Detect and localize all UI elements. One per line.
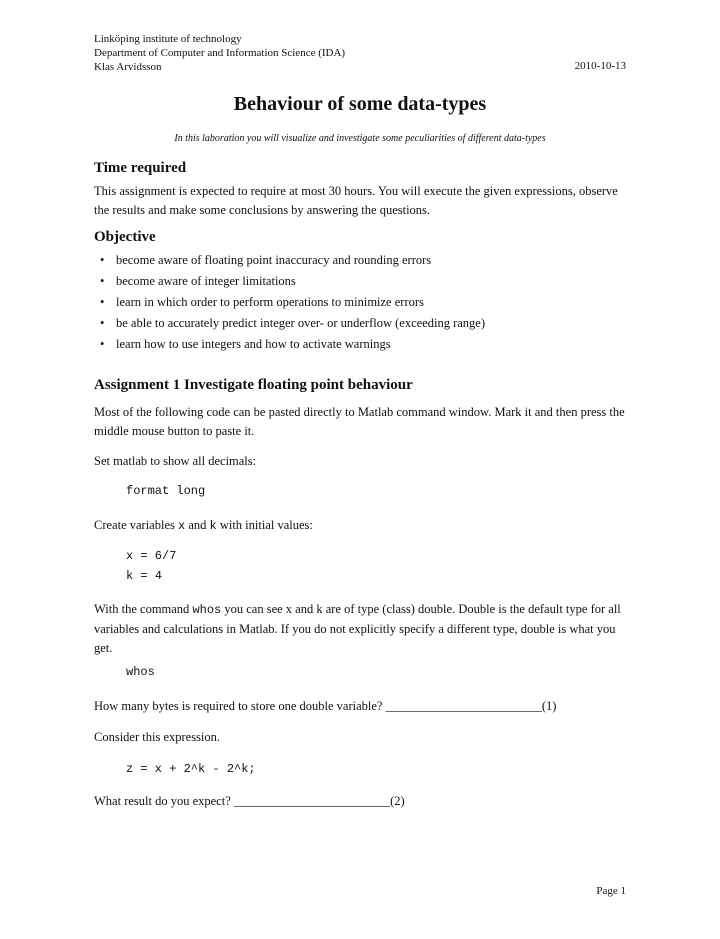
objective-item-text: be able to accurately predict integer over- or underflow (exceeding range): [116, 316, 486, 330]
header-department: Department of Computer and Information Science (IDA): [94, 47, 346, 59]
list-item: [94, 292, 485, 313]
header-institute: Linköping institute of technology: [94, 33, 242, 45]
bullet-marker: •: [100, 274, 105, 288]
create-vars-pre: Create variables: [94, 518, 178, 532]
bullet-marker: •: [100, 337, 105, 351]
bullet-marker: •: [100, 295, 105, 309]
page-number: Page 1: [596, 885, 626, 897]
list-item: [94, 271, 485, 292]
list-item: [94, 250, 485, 271]
question-2: What result do you expect? _________________________(2): [94, 794, 405, 808]
create-variables-text: [94, 516, 634, 536]
header-author: Klas Arvidsson: [94, 61, 162, 73]
heading-objective: Objective: [94, 229, 156, 245]
page-title: Behaviour of some data-types: [233, 93, 487, 115]
objective-item-text: become aware of integer limitations: [116, 274, 296, 288]
whos-pre: With the command: [94, 602, 193, 616]
objective-item-text: become aware of floating point inaccuracy and rounding errors: [116, 253, 432, 267]
set-format-text: Set matlab to show all decimals:: [94, 454, 257, 468]
inline-code-whos: whos: [192, 603, 222, 617]
inline-code-k: k: [209, 519, 217, 533]
header-date: 2010-10-13: [574, 60, 626, 72]
list-item: [94, 313, 485, 334]
code-variables: x = 6/7 k = 4: [126, 549, 177, 583]
time-required-text: This assignment is expected to require at most 30 hours. You will execute the given expressions, observe the results and make some conclusions by answering the questions.: [94, 184, 618, 217]
whos-explanation: [94, 600, 634, 658]
bullet-marker: •: [100, 253, 105, 267]
objective-list: [94, 250, 485, 355]
page-subtitle: In this laboration you will visualize and investigate some peculiarities of different data-types: [174, 133, 546, 144]
code-format-long: format long: [126, 484, 206, 498]
whos-post: you can see x and k are of type (class) double. Double is the default type for all variables and calculations in Matlab. If you do not explicitly specify a different type, double is what you get.: [94, 602, 621, 655]
heading-assignment-1: Assignment 1 Investigate floating point behaviour: [94, 377, 413, 393]
code-whos: whos: [126, 665, 155, 679]
objective-item-text: learn how to use integers and how to activate warnings: [116, 337, 391, 351]
objective-item-text: learn in which order to perform operations to minimize errors: [116, 295, 424, 309]
create-vars-mid: and: [185, 518, 210, 532]
consider-text: Consider this expression.: [94, 730, 221, 744]
inline-code-x: x: [177, 519, 186, 533]
question-1: How many bytes is required to store one double variable? _________________________(1): [94, 699, 557, 713]
code-expression: z = x + 2^k - 2^k;: [126, 762, 256, 776]
bullet-marker: •: [100, 316, 105, 330]
list-item: [94, 334, 485, 355]
create-vars-post: with initial values:: [216, 518, 313, 532]
assignment-intro: Most of the following code can be pasted directly to Matlab command window. Mark it and then press the middle mouse button to paste it.: [94, 405, 625, 438]
heading-time-required: Time required: [94, 160, 187, 176]
